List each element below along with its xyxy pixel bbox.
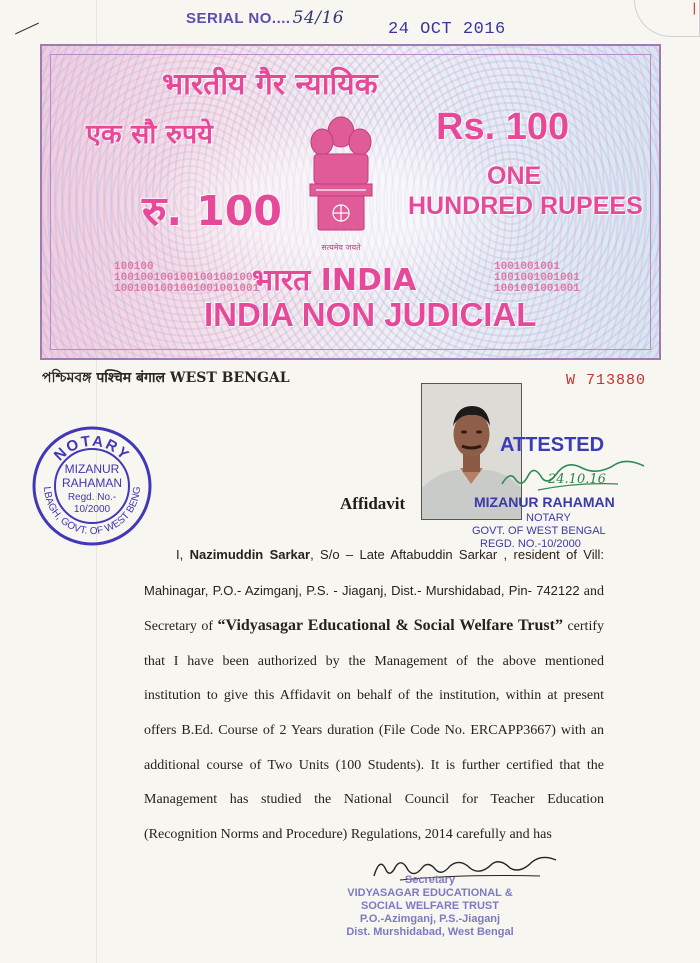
serial-dots: ....	[271, 10, 291, 27]
margin-mark: |	[692, 0, 696, 15]
notary-govt: GOVT. OF WEST BENGAL	[472, 525, 606, 537]
stamp-hindi-amount: एक सौ रुपये	[86, 119, 213, 150]
affidavit-body	[144, 538, 604, 852]
national-emblem-icon	[304, 102, 378, 248]
notary-regd: REGD. NO.-10/2000	[480, 538, 581, 550]
deponent-parent-address: , S/o – Late Aftabuddin Sarkar , resident of Vill: Mahinagar, P.O.- Azimganj, P.S. - Jiaganj, Dist.- Murshidabad, Pin- 742122	[144, 547, 604, 598]
seal-name-line1: MIZANUR	[64, 462, 120, 476]
signatory-role: Secretary	[404, 874, 456, 886]
seal-bottom-text: LBAGH, GOVT. OF WEST BENG	[40, 486, 144, 538]
certification-text: certify that I have been authorized by the Management of the above mentioned institution to give this Affidavit on behalf of the institution, within at present offers B.Ed. Course of 2 Years duration (File Code No. ERCAPP3667) with an additional course of Two Units (100 Students). It is further certified that the Management has studied the National Council for Teacher Education (Recognition Norms and Procedure) Regulations, 2014 carefully and has	[144, 619, 604, 842]
stamp-non-judicial: INDIA NON JUDICIAL	[204, 296, 537, 333]
secretary-signature-block	[320, 848, 540, 948]
signatory-org-line2: SOCIAL WELFARE TRUST	[361, 900, 499, 912]
seal-regd-label: Regd. No.-	[67, 492, 117, 503]
signatory-org-line1: VIDYASAGAR EDUCATIONAL &	[347, 887, 513, 899]
stamp-rupee-amount: रु. 100	[142, 187, 282, 235]
attestation-stamp	[470, 434, 670, 554]
stamp-bharat-india: भारत INDIA	[252, 263, 417, 298]
seal-top-text: NOTARY	[50, 432, 134, 465]
stamp-paper-panel	[40, 44, 661, 360]
stamp-hindi-title: भारतीय गैर न्यायिक	[162, 67, 378, 102]
intro-text: I,	[176, 547, 190, 562]
stamp-microprint-left: 100100 1001001001001001001001 1001001001001001001001	[114, 261, 260, 295]
attested-word: ATTESTED	[500, 434, 605, 456]
stamp-english-hundred: HUNDRED RUPEES	[408, 192, 643, 220]
secretary-text: and Secretary of	[144, 583, 604, 635]
notary-seal-icon	[30, 424, 154, 548]
serial-handwritten-number: 54/16	[292, 8, 345, 28]
notary-name: MIZANUR RAHAMAN	[474, 494, 615, 510]
deponent-name: Nazimuddin Sarkar	[189, 547, 311, 562]
date-stamp: 24 OCT 2016	[388, 20, 506, 39]
affidavit-paragraph	[144, 538, 604, 852]
document-title: Affidavit	[340, 494, 406, 513]
state-name-line: পশ্চিমবঙ্গ पश्चिम बंगाल WEST BENGAL	[42, 370, 290, 386]
attestation-date: 24.10.16	[548, 472, 606, 487]
stamp-rs-amount: Rs. 100	[436, 106, 570, 148]
serial-number-line	[186, 8, 344, 28]
stamp-serial-number: W 713880	[566, 372, 647, 389]
seal-regd-number: 10/2000	[73, 504, 111, 515]
stamp-microprint-right: 1001001001 1001001001001 1001001001001	[494, 261, 580, 295]
notary-title: NOTARY	[526, 512, 571, 524]
trust-name: “Vidyasagar Educational & Social Welfare Trust”	[217, 617, 563, 635]
notary-seal	[30, 424, 154, 548]
corner-seal-fragment	[634, 0, 700, 37]
signatory-address-line1: P.O.-Azimganj, P.S.-Jiaganj	[359, 913, 501, 925]
pen-mark	[15, 23, 39, 35]
emblem-caption: सत्यमेव जयते	[321, 243, 361, 252]
signatory-address-line2: Dist. Murshidabad, West Bengal	[346, 926, 514, 938]
seal-name-line2: RAHAMAN	[61, 476, 123, 490]
serial-label: SERIAL NO	[186, 10, 272, 27]
bleed-through-text	[145, 404, 148, 416]
stamp-english-one: ONE	[487, 162, 542, 190]
